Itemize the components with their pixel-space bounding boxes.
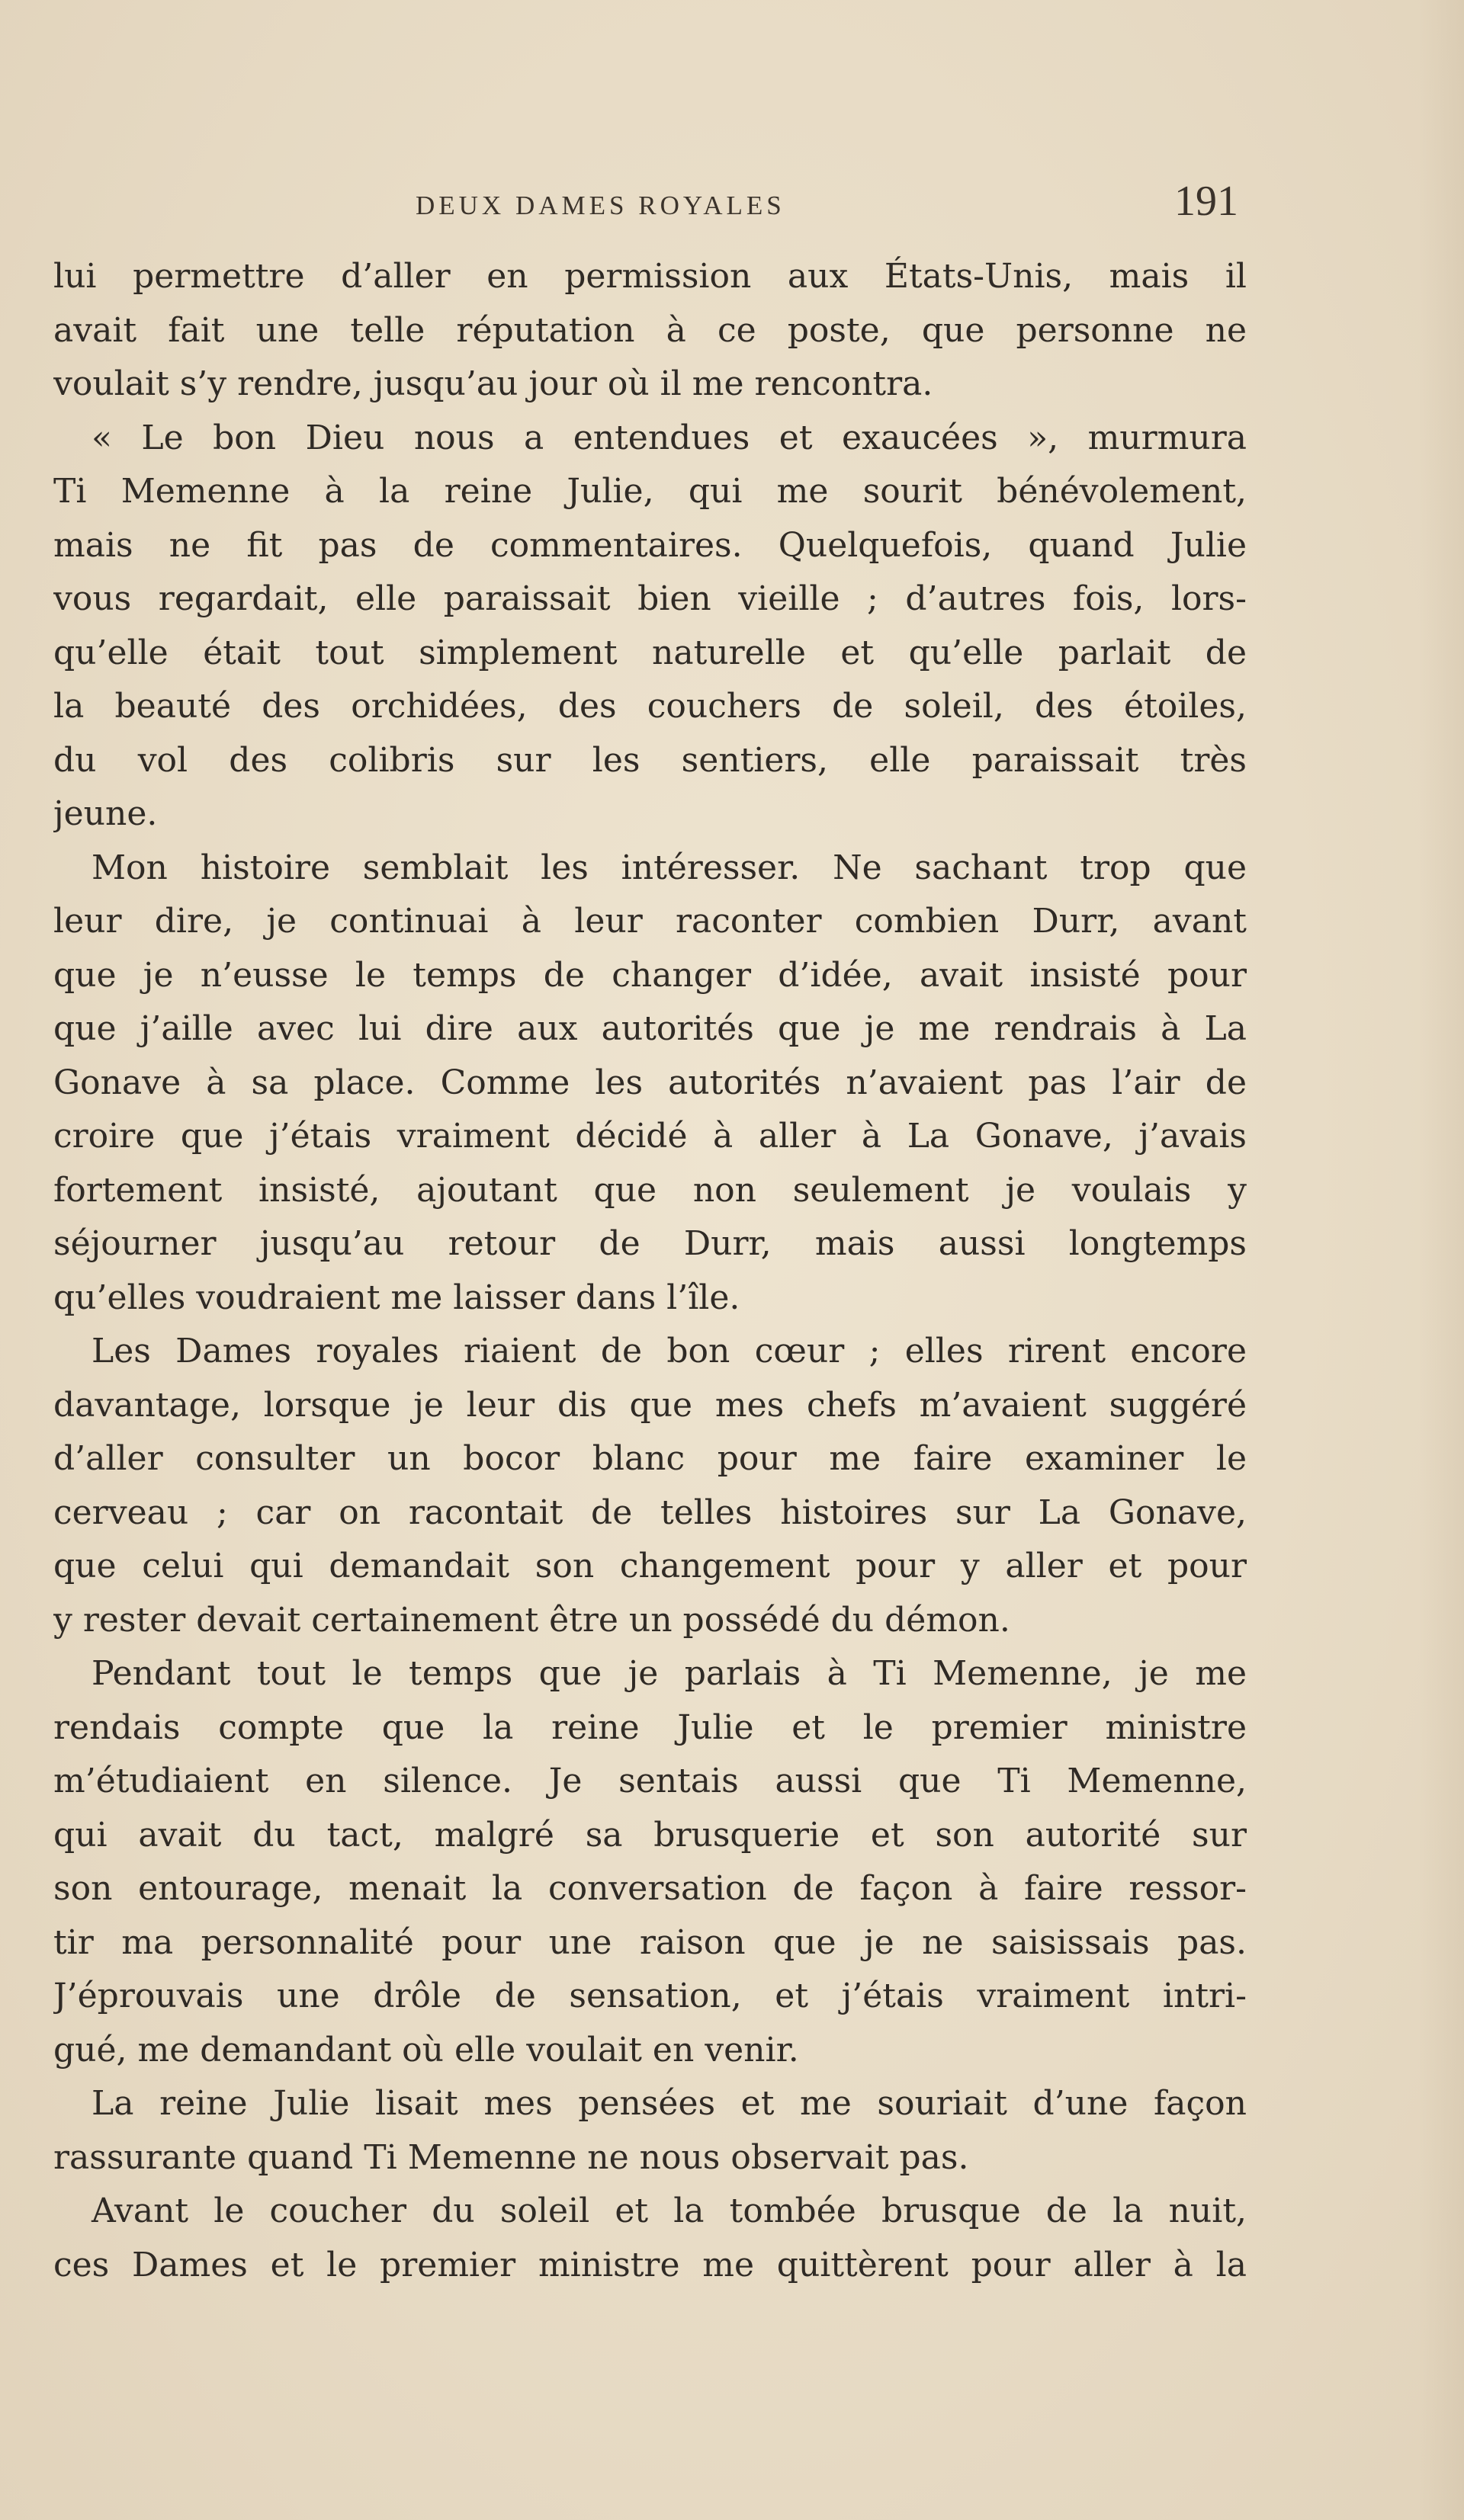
text-line: La reine Julie lisait mes pensées et me souriait d’une façon xyxy=(92,2084,1247,2123)
text-line: que j’aille avec lui dire aux autorités que je me rendrais à La xyxy=(53,1009,1247,1048)
text-line: qu’elles voudraient me laisser dans l’île. xyxy=(53,1278,740,1317)
text-line: du vol des colibris sur les sentiers, elle paraissait très xyxy=(53,740,1247,780)
text-line: Gonave à sa place. Comme les autorités n’avaient pas l’air de xyxy=(53,1063,1247,1102)
text-line: d’aller consulter un bocor blanc pour me faire examiner le xyxy=(53,1439,1247,1478)
text-line: rendais compte que la reine Julie et le premier ministre xyxy=(53,1707,1247,1747)
text-line: Pendant tout le temps que je parlais à Ti Memenne, je me xyxy=(92,1654,1247,1693)
text-line: avait fait une telle réputation à ce poste, que personne ne xyxy=(53,310,1247,350)
running-head: DEUX DAMES ROYALES xyxy=(416,191,785,220)
text-line: cerveau ; car on racontait de telles histoires sur La Gonave, xyxy=(53,1492,1247,1532)
text-line: ces Dames et le premier ministre me quittèrent pour aller à la xyxy=(53,2245,1247,2284)
text-line: lui permettre d’aller en permission aux États-Unis, mais il xyxy=(53,257,1247,296)
text-line: que je n’eusse le temps de changer d’idée, avait insisté pour xyxy=(53,955,1247,995)
text-line: « Le bon Dieu nous a entendues et exaucées », murmura xyxy=(92,418,1247,457)
text-line: m’étudiaient en silence. Je sentais aussi que Ti Memenne, xyxy=(53,1762,1247,1800)
text-line: Mon histoire semblait les intéresser. Ne sachant trop que xyxy=(92,848,1247,887)
text-line: y rester devait certainement être un possédé du démon. xyxy=(53,1600,1010,1640)
text-line: leur dire, je continuai à leur raconter combien Durr, avant xyxy=(53,902,1247,941)
text-line: séjourner jusqu’au retour de Durr, mais aussi longtemps xyxy=(53,1224,1247,1263)
text-line: fortement insisté, ajoutant que non seulement je voulais y xyxy=(53,1170,1247,1210)
text-line: voulait s’y rendre, jusqu’au jour où il me rencontra. xyxy=(53,364,933,403)
text-line: mais ne fit pas de commentaires. Quelquefois, quand Julie xyxy=(53,525,1247,565)
text-line: que celui qui demandait son changement pour y aller et pour xyxy=(53,1547,1247,1585)
page-number: 191 xyxy=(1174,178,1238,225)
text-line: vous regardait, elle paraissait bien vieille ; d’autres fois, lors- xyxy=(53,579,1247,618)
text-line: Ti Memenne à la reine Julie, qui me sourit bénévolement, xyxy=(53,472,1247,511)
text-line: qui avait du tact, malgré sa brusquerie et son autorité sur xyxy=(53,1815,1247,1855)
text-line: rassurante quand Ti Memenne ne nous observait pas. xyxy=(53,2137,969,2177)
text-line: davantage, lorsque je leur dis que mes chefs m’avaient suggéré xyxy=(53,1385,1247,1425)
text-line: son entourage, menait la conversation de façon à faire ressor- xyxy=(53,1869,1247,1908)
text-line: gué, me demandant où elle voulait en venir. xyxy=(53,2030,799,2070)
body-text xyxy=(53,250,1247,2292)
text-line: J’éprouvais une drôle de sensation, et j’étais vraiment intri- xyxy=(53,1977,1247,2015)
text-line: croire que j’étais vraiment décidé à aller à La Gonave, j’avais xyxy=(53,1117,1247,1156)
text-line: Les Dames royales riaient de bon cœur ; elles rirent encore xyxy=(92,1332,1247,1371)
text-line: tir ma personnalité pour une raison que je ne saisissais pas. xyxy=(53,1922,1247,1962)
text-line: la beauté des orchidées, des couchers de soleil, des étoiles, xyxy=(53,687,1247,726)
text-line: Avant le coucher du soleil et la tombée brusque de la nuit, xyxy=(92,2191,1247,2230)
page-header xyxy=(416,177,1254,238)
text-line: jeune. xyxy=(53,794,158,833)
text-line: qu’elle était tout simplement naturelle et qu’elle parlait de xyxy=(53,633,1247,672)
